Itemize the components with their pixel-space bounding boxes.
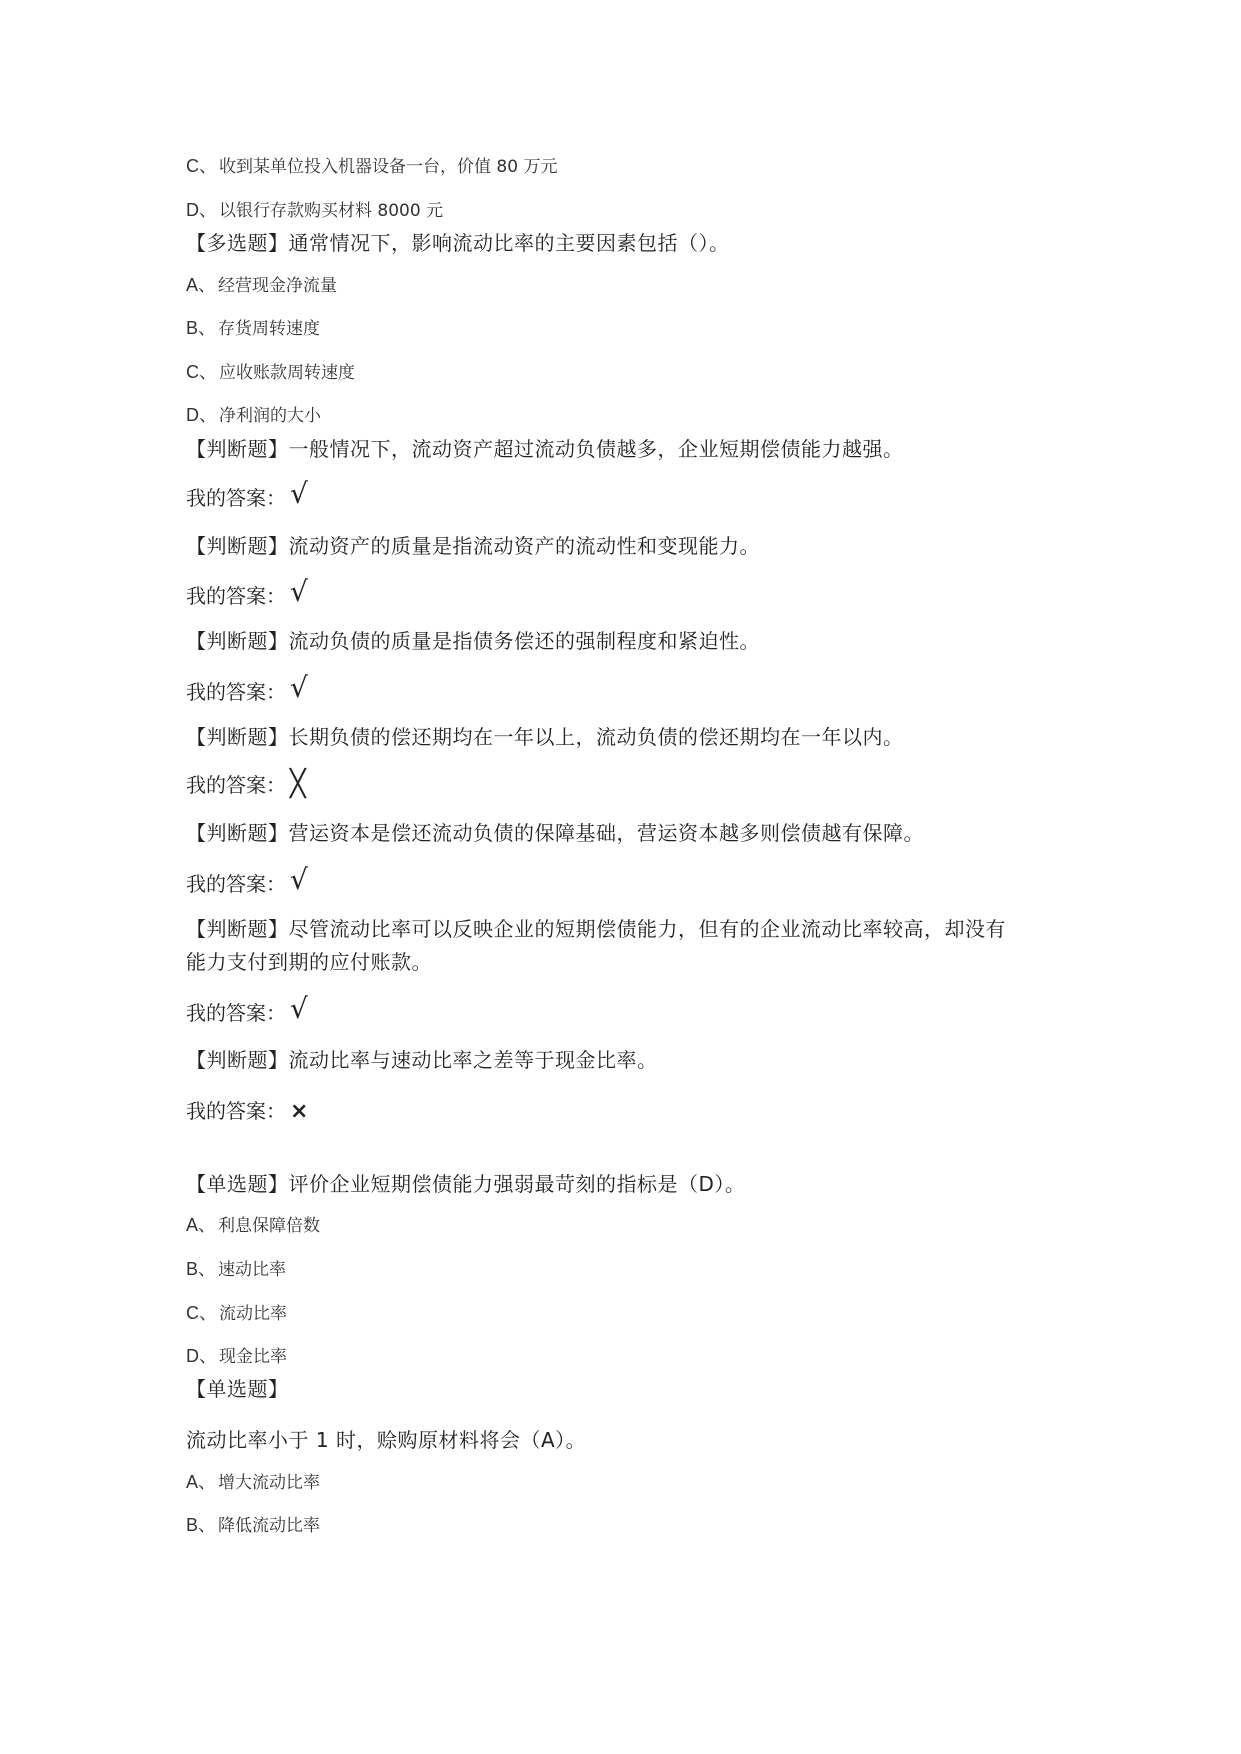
- option-line: [186, 358, 355, 384]
- answer-line: [186, 994, 308, 1027]
- answer-line: [186, 769, 306, 799]
- option-line: [186, 1511, 320, 1537]
- question-text: 【判断题】长期负债的偿还期均在一年以上，流动负债的偿还期均在一年以内。: [186, 725, 904, 749]
- option-line: [186, 314, 320, 340]
- question-text: 【多选题】通常情况下，影响流动比率的主要因素包括（）。: [186, 231, 730, 255]
- question-text: 【判断题】流动资产的质量是指流动资产的流动性和变现能力。: [186, 534, 760, 558]
- answer-label: 我的答案：: [186, 486, 286, 510]
- question-text: 【单选题】: [186, 1377, 289, 1401]
- option-text: 流动比率: [219, 1304, 287, 1324]
- option-letter: B、: [186, 1259, 217, 1279]
- option-text: 现金比率: [219, 1347, 287, 1367]
- question-text: 【判断题】流动比率与速动比率之差等于现金比率。: [186, 1048, 658, 1072]
- answer-label: 我的答案：: [186, 680, 286, 704]
- option-text: 降低流动比率: [218, 1516, 321, 1536]
- option-text: 净利润的大小: [219, 406, 321, 426]
- option-line: [186, 1342, 287, 1368]
- option-letter: C、: [186, 362, 217, 382]
- option-letter: C、: [186, 156, 217, 176]
- question-text: 【判断题】一般情况下，流动资产超过流动负债越多，企业短期偿债能力越强。: [186, 437, 904, 461]
- answer-label: 我的答案：: [186, 584, 286, 608]
- answer-label: 我的答案：: [186, 872, 286, 896]
- option-text: 经营现金净流量: [218, 276, 338, 296]
- option-text: 速动比率: [218, 1260, 287, 1280]
- question-text: 【判断题】营运资本是偿还流动负债的保障基础，营运资本越多则偿债越有保障。: [186, 821, 924, 845]
- option-text: 存货周转速度: [218, 319, 321, 339]
- question-text: 流动比率小于 1 时，赊购原材料将会（A）。: [186, 1428, 587, 1452]
- option-line: [186, 1211, 320, 1237]
- option-line: [186, 1255, 286, 1281]
- answer-label: 我的答案：: [186, 1099, 286, 1123]
- option-line: [186, 196, 443, 222]
- answer-line: [186, 673, 308, 706]
- option-letter: A、: [186, 1472, 217, 1492]
- option-letter: D、: [186, 200, 217, 220]
- question-text: 【单选题】评价企业短期偿债能力强弱最苛刻的指标是（D）。: [186, 1172, 746, 1196]
- answer-line: [186, 865, 308, 898]
- option-letter: D、: [186, 405, 217, 425]
- cross-mark-icon: ×: [290, 1099, 309, 1124]
- option-text: 收到某单位投入机器设备一台，价值 80 万元: [219, 157, 558, 177]
- cross-mark-icon: ╳: [290, 769, 306, 799]
- option-letter: C、: [186, 1303, 217, 1323]
- question-text: 【判断题】尽管流动比率可以反映企业的短期偿债能力，但有的企业流动比率较高，却没有: [186, 917, 1006, 941]
- option-line: [186, 152, 557, 178]
- option-text: 以银行存款购买材料 8000 元: [219, 201, 444, 221]
- option-letter: D、: [186, 1346, 217, 1366]
- option-line: [186, 1299, 287, 1325]
- answer-label: 我的答案：: [186, 773, 286, 797]
- check-mark-icon: √: [290, 575, 308, 608]
- question-text: 【判断题】流动负债的质量是指债务偿还的强制程度和紧迫性。: [186, 629, 760, 653]
- option-line: [186, 401, 321, 427]
- option-letter: B、: [186, 318, 217, 338]
- check-mark-icon: √: [290, 992, 308, 1025]
- option-text: 应收账款周转速度: [219, 363, 355, 383]
- option-text: 利息保障倍数: [218, 1216, 321, 1236]
- answer-line: [186, 577, 308, 610]
- question-text: 能力支付到期的应付账款。: [186, 950, 432, 974]
- option-letter: B、: [186, 1515, 217, 1535]
- check-mark-icon: √: [290, 863, 308, 896]
- answer-line: [186, 1095, 308, 1124]
- option-line: [186, 1468, 320, 1494]
- option-letter: A、: [186, 1215, 217, 1235]
- check-mark-icon: √: [290, 477, 308, 510]
- check-mark-icon: √: [290, 671, 308, 704]
- option-text: 增大流动比率: [218, 1473, 321, 1493]
- option-letter: A、: [186, 275, 217, 295]
- answer-label: 我的答案：: [186, 1001, 286, 1025]
- answer-line: [186, 479, 308, 512]
- option-line: [186, 271, 337, 297]
